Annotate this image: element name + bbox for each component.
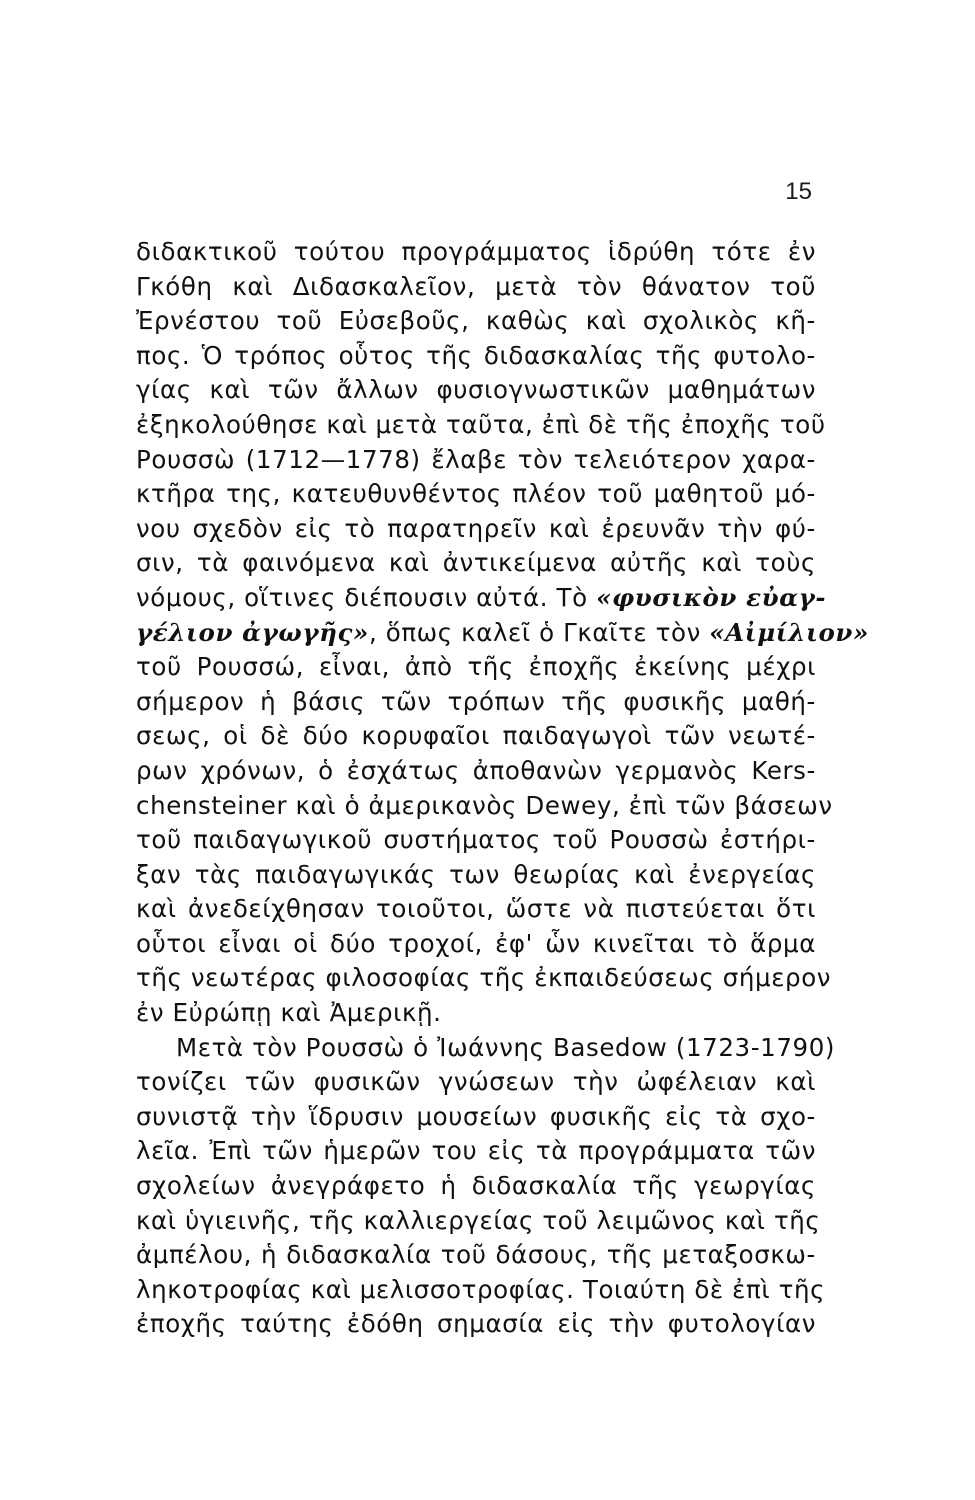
text-line (136, 546, 816, 581)
text-line (136, 927, 816, 962)
text-segment: τοῦ παιδαγωγικοῦ συστήματος τοῦ Ρουσσὼ ἐστήρι- (136, 825, 816, 855)
text-segment: οὗτοι εἶναι οἱ δύο τροχοί, ἐφ' ὧν κινεῖται τὸ ἅρμα (136, 928, 816, 958)
body-text (136, 235, 869, 1342)
text-line (136, 373, 816, 408)
text-segment: διδακτικοῦ τούτου προγράμματος ἱδρύθη τότε ἐν (136, 237, 816, 266)
text-line (136, 1065, 816, 1100)
text-segment: chensteiner καὶ ὁ ἀμερικανὸς Dewey, ἐπὶ τῶν βάσεων (136, 790, 833, 820)
text-line (136, 996, 816, 1031)
text-segment: ἐποχῆς ταύτης ἐδόθη σημασία εἰς τὴν φυτολογίαν (136, 1309, 816, 1339)
text-line (136, 408, 826, 443)
text-line (136, 685, 816, 720)
text-line (136, 1134, 816, 1169)
text-line (136, 1031, 836, 1066)
text-segment: ληκοτροφίας καὶ μελισσοτροφίας. Τοιαύτη δὲ ἐπὶ τῆς (136, 1274, 826, 1304)
text-line (136, 477, 816, 512)
text-segment: σήμερον ἡ βάσις τῶν τρόπων τῆς φυσικῆς μαθή- (136, 686, 816, 716)
emphasized-text: «φυσικὸν εὐαγ- (596, 582, 827, 612)
text-segment: σιν, τὰ φαινόμενα καὶ ἀντικείμενα αὐτῆς καὶ τοὺς (136, 548, 816, 578)
text-segment: σεως, οἱ δὲ δύο κορυφαῖοι παιδαγωγοὶ τῶν νεωτέ- (136, 721, 816, 751)
text-line (136, 858, 816, 893)
text-line (136, 1307, 816, 1342)
text-segment: τοῦ Ρουσσώ, εἶναι, ἀπὸ τῆς ἐποχῆς ἐκείνης μέχρι (136, 652, 816, 682)
text-line (136, 1204, 821, 1239)
text-line (136, 823, 816, 858)
text-line (136, 512, 816, 547)
text-line (136, 581, 827, 616)
text-line (136, 892, 816, 927)
text-line (136, 235, 816, 270)
text-line (136, 789, 833, 824)
page-number: 15 (785, 178, 812, 205)
text-segment: καὶ ὑγιεινῆς, τῆς καλλιεργείας τοῦ λειμῶνος καὶ τῆς (136, 1205, 821, 1235)
emphasized-text: γέλιον ἀγωγῆς» (136, 617, 369, 647)
text-segment: Μετὰ τὸν Ρουσσὼ ὁ Ἰωάννης Basedow (1723-1790) (176, 1032, 836, 1062)
text-line (136, 961, 832, 996)
text-line (136, 1169, 816, 1204)
text-segment: τονίζει τῶν φυσικῶν γνώσεων τὴν ὠφέλειαν καὶ (136, 1067, 816, 1097)
text-line (136, 270, 816, 305)
text-segment: λεῖα. Ἐπὶ τῶν ἡμερῶν του εἰς τὰ προγράμματα τῶν (136, 1136, 816, 1166)
text-segment: καὶ ἀνεδείχθησαν τοιοῦτοι, ὥστε νὰ πιστεύεται ὅτι (136, 894, 816, 924)
text-segment: συνιστᾷ τὴν ἵδρυσιν μουσείων φυσικῆς εἰς τὰ σχο- (136, 1101, 816, 1131)
emphasized-text: «Αἰμίλιον» (709, 617, 869, 647)
text-line (136, 443, 816, 478)
text-line (136, 616, 869, 651)
text-line (136, 339, 816, 374)
text-segment: ἀμπέλου, ἡ διδασκαλία τοῦ δάσους, τῆς μεταξοσκω- (136, 1240, 816, 1270)
text-line (136, 1238, 816, 1273)
text-segment: γίας καὶ τῶν ἄλλων φυσιογνωστικῶν μαθημάτων (136, 375, 816, 405)
text-segment: Ρουσσὼ (1712—1778) ἔλαβε τὸν τελειότερον χαρα- (136, 444, 816, 474)
text-segment: , ὅπως καλεῖ ὁ Γκαῖτε τὸν (368, 617, 710, 647)
text-segment: τῆς νεωτέρας φιλοσοφίας τῆς ἐκπαιδεύσεως σήμερον (136, 963, 832, 993)
text-line (136, 1273, 826, 1308)
text-segment: κτῆρα της, κατευθυνθέντος πλέον τοῦ μαθητοῦ μό- (136, 479, 816, 509)
text-segment: ρων χρόνων, ὁ ἐσχάτως ἀποθανὼν γερμανὸς Kers- (136, 755, 816, 785)
text-line (136, 650, 816, 685)
text-segment: ξαν τὰς παιδαγωγικάς των θεωρίας καὶ ἐνεργείας (136, 859, 816, 889)
text-segment: Γκόθη καὶ Διδασκαλεῖον, μετὰ τὸν θάνατον τοῦ (136, 271, 816, 301)
text-segment: ἐν Εὐρώπῃ καὶ Ἀμερικῇ. (136, 998, 442, 1028)
text-segment: σχολείων ἀνεγράφετο ἡ διδασκαλία τῆς γεωργίας (136, 1171, 816, 1201)
text-segment: πος. Ὁ τρόπος οὗτος τῆς διδασκαλίας τῆς φυτολο- (136, 340, 816, 370)
text-line (136, 719, 816, 754)
text-line (136, 754, 816, 789)
text-segment: νου σχεδὸν εἰς τὸ παρατηρεῖν καὶ ἐρευνᾶν τὴν φύ- (136, 513, 816, 543)
text-segment: ἐξηκολούθησε καὶ μετὰ ταῦτα, ἐπὶ δὲ τῆς ἐποχῆς τοῦ (136, 409, 826, 439)
text-segment: Ἐρνέστου τοῦ Εὐσεβοῦς, καθὼς καὶ σχολικὸς κῆ- (136, 306, 816, 336)
text-line (136, 1100, 816, 1135)
text-line (136, 304, 816, 339)
text-segment: νόμους, οἵτινες διέπουσιν αὐτά. Τὸ (136, 582, 597, 612)
